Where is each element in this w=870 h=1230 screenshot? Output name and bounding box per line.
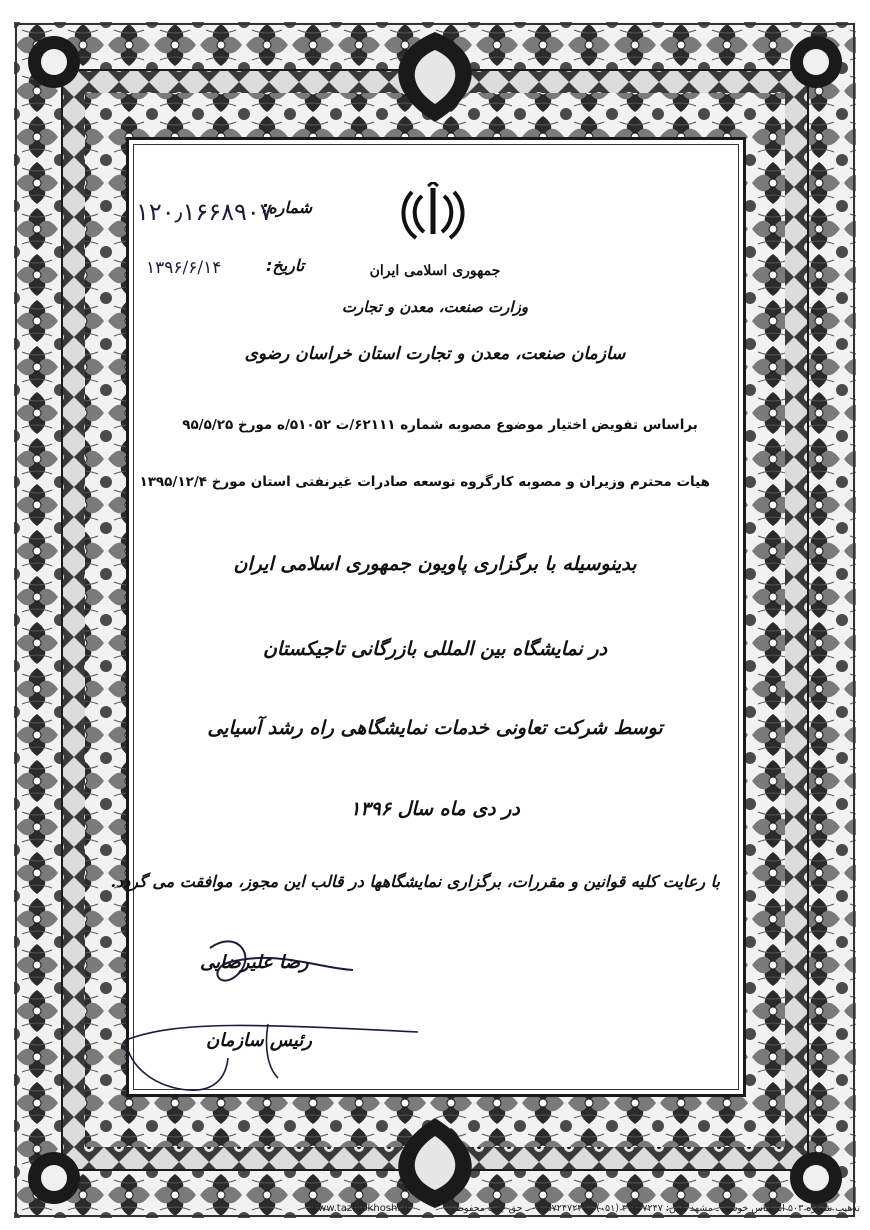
body-line-1: بدینوسیله با برگزاری پاویون جمهوری اسلامی ایران (233, 553, 637, 575)
signatory-name: رضا علیرضایی (200, 952, 309, 973)
country-name: جمهوری اسلامی ایران (369, 263, 501, 279)
basis-line-1: براساس تفویض اختیار موضوع مصوبه شماره ۶۲۱۱۱/ت ۵۱۰۵۲/ه مورخ ۹۵/۵/۲۵ (182, 417, 698, 433)
body-line-5: با رعایت کلیه قوانین و مقررات، برگزاری نمایشگاهها در قالب این مجوز، موافقت می گردد. (110, 872, 720, 891)
body-line-4: در دی ماه سال ۱۳۹۶ (350, 798, 520, 820)
iran-emblem-icon (398, 182, 468, 244)
organization-name: سازمان صنعت، معدن و تجارت استان خراسان رضوی (244, 344, 626, 364)
body-line-3: توسط شرکت تعاونی خدمات نمایشگاهی راه رشد آسیایی (207, 717, 663, 739)
basis-line-2: هیات محترم وزیران و مصوبه کارگروه توسعه صادرات غیرنفتی استان مورخ ۱۳۹۵/۱۲/۴ (139, 474, 710, 490)
footer-website: www.tazhibkhoshi.ir (310, 1203, 411, 1214)
number-value: ۱۲۰٫۱۶۶۸۹۰۷ (136, 198, 273, 226)
ministry-name: وزارت صنعت، معدن و تجارت (341, 298, 529, 316)
footer-print-info: تذهیب شماره ۵۰۳ ابرعباس خوشی ـ مشهد تلفن: ۳۷۲۴۷۲۴۷ (۰۵۱) ـ ۰۹۱۵۷۲۴۷۲۴۷ ـ حق چاپ محفوظ (455, 1203, 860, 1214)
number-label: شماره: (262, 198, 313, 217)
date-label: تاریخ: (266, 256, 305, 275)
date-value: ۱۳۹۶/۶/۱۴ (146, 258, 222, 278)
body-line-2: در نمایشگاه بین المللی بازرگانی تاجیکستان (262, 638, 608, 660)
signatory-title: رئیس سازمان (206, 1030, 312, 1051)
